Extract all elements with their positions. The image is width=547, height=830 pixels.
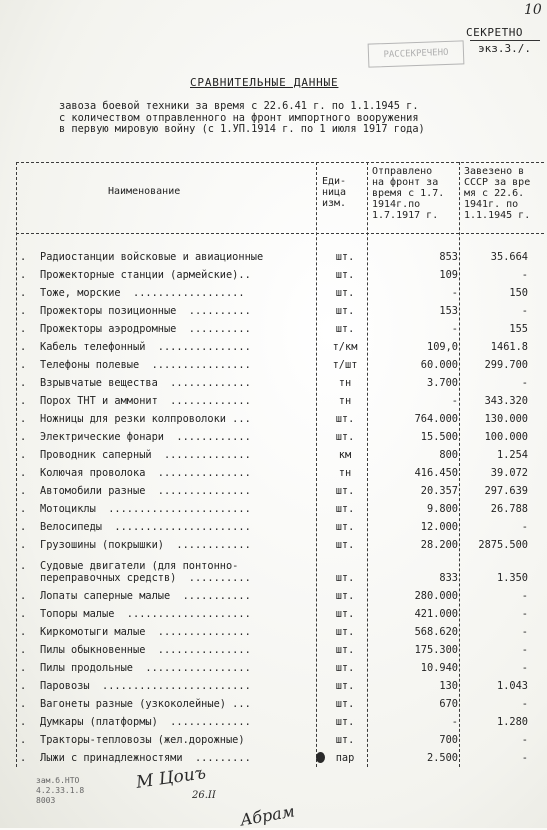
- table-row: [0, 662, 547, 680]
- row-received-1941-1945: -: [521, 590, 528, 602]
- row-bullet: .: [20, 377, 27, 389]
- row-unit: т/км: [332, 341, 358, 353]
- table-row: [0, 734, 547, 752]
- table-header-border: [16, 233, 544, 234]
- table-row: [0, 395, 547, 413]
- row-received-1941-1945: -: [521, 662, 528, 674]
- row-received-1941-1945: -: [521, 521, 528, 533]
- row-bullet: .: [20, 734, 27, 746]
- row-bullet: .: [20, 521, 27, 533]
- signature: М Цоиъ: [134, 763, 208, 793]
- row-name: Автомобили разные ...............: [40, 485, 251, 497]
- row-unit: шт.: [335, 521, 355, 533]
- row-received-1941-1945: -: [521, 269, 528, 281]
- table-row: [0, 341, 547, 359]
- row-sent-1914-1917: -: [451, 395, 458, 407]
- row-received-1941-1945: 155: [509, 323, 528, 335]
- row-name: Тоже, морские ..................: [40, 287, 245, 299]
- table-row: [0, 680, 547, 698]
- row-bullet: .: [20, 752, 27, 764]
- row-name: Грузошины (покрышки) ............: [40, 539, 251, 551]
- row-bullet: .: [20, 359, 27, 371]
- row-unit: шт.: [335, 287, 355, 299]
- column-header-name: Наименование: [108, 186, 181, 197]
- row-received-1941-1945: 1.280: [497, 716, 528, 728]
- row-bullet: .: [20, 716, 27, 728]
- row-bullet: .: [20, 287, 27, 299]
- row-sent-1914-1917: 109,0: [427, 341, 458, 353]
- row-received-1941-1945: -: [521, 698, 528, 710]
- row-received-1941-1945: 130.000: [484, 413, 528, 425]
- row-sent-1914-1917: 764.000: [414, 413, 458, 425]
- row-sent-1914-1917: 109: [439, 269, 458, 281]
- row-sent-1914-1917: 12.000: [420, 521, 458, 533]
- row-unit: шт.: [335, 644, 355, 656]
- row-received-1941-1945: 297.639: [484, 485, 528, 497]
- row-name: Лыжи с принадлежностями .........: [40, 752, 251, 764]
- row-bullet: .: [20, 662, 27, 674]
- row-sent-1914-1917: 416.450: [414, 467, 458, 479]
- row-sent-1914-1917: 280.000: [414, 590, 458, 602]
- row-bullet: .: [20, 251, 27, 263]
- row-name: Пилы обыкновенные ...............: [40, 644, 251, 656]
- row-unit: шт.: [335, 431, 355, 443]
- table-row: [0, 377, 547, 395]
- row-received-1941-1945: -: [521, 608, 528, 620]
- row-received-1941-1945: 1.350: [497, 572, 528, 584]
- row-bullet: .: [20, 305, 27, 317]
- row-name: Лопаты саперные малые ...........: [40, 590, 251, 602]
- row-unit: шт.: [335, 251, 355, 263]
- ink-blot: [316, 752, 325, 763]
- row-name: Тракторы-тепловозы (жел.дорожные): [40, 734, 245, 746]
- row-received-1941-1945: -: [521, 377, 528, 389]
- row-name: Кабель телефонный ...............: [40, 341, 251, 353]
- table-row: [0, 287, 547, 305]
- row-unit: шт.: [335, 734, 355, 746]
- row-unit: шт.: [335, 680, 355, 692]
- row-received-1941-1945: 39.072: [490, 467, 528, 479]
- page-number: 10: [524, 2, 542, 18]
- row-received-1941-1945: -: [521, 644, 528, 656]
- row-unit: шт.: [335, 305, 355, 317]
- row-bullet: .: [20, 698, 27, 710]
- row-sent-1914-1917: 130: [439, 680, 458, 692]
- row-name: Электрические фонари ............: [40, 431, 251, 443]
- row-unit: шт.: [335, 590, 355, 602]
- table-row: [0, 503, 547, 521]
- secrecy-underline: [470, 40, 540, 41]
- row-bullet: .: [20, 413, 27, 425]
- row-unit: тн: [338, 377, 352, 389]
- row-bullet: .: [20, 467, 27, 479]
- column-header-sent: Отправлено на фронт за время с 1.7. 1914г.по 1.7.1917 г.: [372, 166, 445, 221]
- table-row: [0, 305, 547, 323]
- secrecy-label: СЕКРЕТНО: [466, 26, 523, 39]
- row-received-1941-1945: -: [521, 752, 528, 764]
- row-bullet: .: [20, 626, 27, 638]
- row-bullet: .: [20, 431, 27, 443]
- row-name: Порох ТНТ и аммонит .............: [40, 395, 251, 407]
- table-row: [0, 467, 547, 485]
- row-bullet: .: [20, 590, 27, 602]
- table-row: [0, 269, 547, 287]
- row-bullet: .: [20, 323, 27, 335]
- row-unit: шт.: [335, 413, 355, 425]
- row-name: Думкары (платформы) .............: [40, 716, 251, 728]
- row-sent-1914-1917: 3.700: [427, 377, 458, 389]
- row-name: Колючая проволока ...............: [40, 467, 251, 479]
- table-row: [0, 359, 547, 377]
- row-unit: шт.: [335, 539, 355, 551]
- table-row: [0, 716, 547, 734]
- row-unit: тн: [338, 395, 352, 407]
- row-received-1941-1945: 35.664: [490, 251, 528, 263]
- declassified-stamp: РАССЕКРЕЧЕНО: [368, 40, 465, 67]
- table-row: [0, 644, 547, 662]
- row-bullet: .: [20, 503, 27, 515]
- row-bullet: .: [20, 680, 27, 692]
- row-received-1941-1945: 1.254: [497, 449, 528, 461]
- row-unit: км: [338, 449, 352, 461]
- row-name: Мотоциклы .......................: [40, 503, 251, 515]
- table-row: [0, 590, 547, 608]
- row-unit: шт.: [335, 698, 355, 710]
- table-row: [0, 539, 547, 557]
- row-unit: шт.: [335, 716, 355, 728]
- row-name: Телефоны полевые ................: [40, 359, 251, 371]
- table-top-border: [16, 162, 544, 163]
- row-received-1941-1945: 343.320: [484, 395, 528, 407]
- row-unit: т/шт: [332, 359, 358, 371]
- signature-date: 26.II: [192, 790, 216, 801]
- row-unit: шт.: [335, 503, 355, 515]
- row-sent-1914-1917: -: [451, 323, 458, 335]
- row-sent-1914-1917: 800: [439, 449, 458, 461]
- table-row: [0, 431, 547, 449]
- row-bullet: .: [20, 539, 27, 551]
- row-received-1941-1945: 150: [509, 287, 528, 299]
- row-received-1941-1945: 299.700: [484, 359, 528, 371]
- table-row: [0, 626, 547, 644]
- row-sent-1914-1917: 60.000: [420, 359, 458, 371]
- row-unit: шт.: [335, 572, 355, 584]
- row-received-1941-1945: 1461.8: [490, 341, 528, 353]
- row-unit: шт.: [335, 662, 355, 674]
- row-unit: тн: [338, 467, 352, 479]
- row-bullet: .: [20, 485, 27, 497]
- row-unit: шт.: [335, 323, 355, 335]
- row-name: Радиостанции войсковые и авиационные: [40, 251, 264, 263]
- row-sent-1914-1917: 421.000: [414, 608, 458, 620]
- row-name: Прожекторы позиционные ..........: [40, 305, 251, 317]
- row-name: Ножницы для резки колпроволоки ...: [40, 413, 251, 425]
- row-bullet: .: [20, 608, 27, 620]
- row-received-1941-1945: -: [521, 734, 528, 746]
- table-row: [0, 608, 547, 626]
- row-name: Вагонеты разные (узкоколейные) ...: [40, 698, 251, 710]
- table-row: [0, 521, 547, 539]
- row-unit: шт.: [335, 269, 355, 281]
- row-name: Прожекторы аэродромные ..........: [40, 323, 251, 335]
- row-sent-1914-1917: 153: [439, 305, 458, 317]
- table-row: [0, 560, 547, 584]
- row-sent-1914-1917: 853: [439, 251, 458, 263]
- row-sent-1914-1917: 20.357: [420, 485, 458, 497]
- row-name: Топоры малые ....................: [40, 608, 251, 620]
- row-unit: шт.: [335, 485, 355, 497]
- row-bullet: .: [20, 341, 27, 353]
- row-sent-1914-1917: 2.500: [427, 752, 458, 764]
- row-sent-1914-1917: 175.300: [414, 644, 458, 656]
- table-row: [0, 251, 547, 269]
- row-sent-1914-1917: 10.940: [420, 662, 458, 674]
- row-bullet: .: [20, 395, 27, 407]
- table-row: [0, 449, 547, 467]
- row-name: Взрывчатые вещества .............: [40, 377, 251, 389]
- row-sent-1914-1917: 568.620: [414, 626, 458, 638]
- column-header-unit: Еди- ница изм.: [322, 176, 347, 209]
- row-unit: шт.: [335, 608, 355, 620]
- table-row: [0, 323, 547, 341]
- row-name: Судовые двигатели (для понтонно- переправочных средств) ..........: [40, 560, 251, 584]
- row-received-1941-1945: 1.043: [497, 680, 528, 692]
- row-bullet: .: [20, 644, 27, 656]
- table-row: [0, 698, 547, 716]
- table-row: [0, 752, 547, 770]
- row-name: Прожекторные станции (армейские)..: [40, 269, 251, 281]
- row-name: Проводник саперный ..............: [40, 449, 251, 461]
- column-header-received: Завезено в СССР за вре мя с 22.6. 1941г. по 1.1.1945 г.: [464, 166, 531, 221]
- document-subtitle: завоза боевой техники за время с 22.6.41 г. по 1.1.1945 г. с количеством отправленного на фронт импортного вооружения в первую мировую войну (с 1.УП.1914 г. по 1 июля 1917 года): [59, 100, 425, 135]
- row-sent-1914-1917: 700: [439, 734, 458, 746]
- second-signature: Абрам: [238, 801, 297, 830]
- row-received-1941-1945: 26.788: [490, 503, 528, 515]
- row-sent-1914-1917: 28.200: [420, 539, 458, 551]
- table-row: [0, 485, 547, 503]
- copy-number: экз.3./.: [478, 42, 531, 55]
- row-sent-1914-1917: -: [451, 716, 458, 728]
- row-sent-1914-1917: 9.800: [427, 503, 458, 515]
- footer-note: зам.б.НТО 4.2.33.1.8 8003: [36, 776, 85, 805]
- row-sent-1914-1917: 833: [439, 572, 458, 584]
- row-sent-1914-1917: 15.500: [420, 431, 458, 443]
- row-received-1941-1945: -: [521, 626, 528, 638]
- row-sent-1914-1917: 670: [439, 698, 458, 710]
- row-unit: пар: [335, 752, 355, 764]
- row-bullet: .: [20, 449, 27, 461]
- row-received-1941-1945: 2875.500: [478, 539, 528, 551]
- row-bullet: .: [20, 269, 27, 281]
- document-title: СРАВНИТЕЛЬНЫЕ ДАННЫЕ: [190, 76, 339, 89]
- row-name: Пилы продольные .................: [40, 662, 251, 674]
- row-name: Киркомотыги малые ...............: [40, 626, 251, 638]
- row-bullet: .: [20, 560, 27, 572]
- row-received-1941-1945: -: [521, 305, 528, 317]
- row-received-1941-1945: 100.000: [484, 431, 528, 443]
- row-unit: шт.: [335, 626, 355, 638]
- row-sent-1914-1917: -: [451, 287, 458, 299]
- row-name: Паровозы ........................: [40, 680, 251, 692]
- table-row: [0, 413, 547, 431]
- row-name: Велосипеды ......................: [40, 521, 251, 533]
